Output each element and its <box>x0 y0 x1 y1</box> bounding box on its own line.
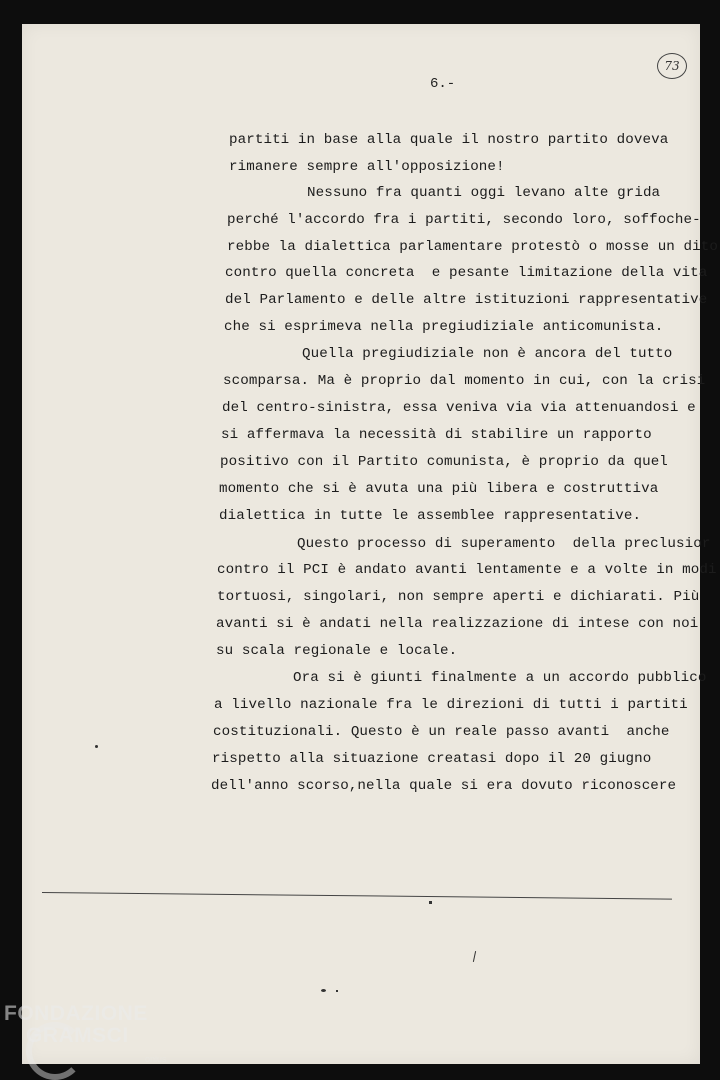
text-line: che si esprimeva nella pregiudiziale anticomunista. <box>224 319 664 335</box>
text-line: scomparsa. Ma è proprio dal momento in cui, con la crisi <box>223 373 706 389</box>
text-line: del Parlamento e delle altre istituzioni rappresentative <box>225 292 708 308</box>
ink-speck <box>321 989 326 992</box>
text-line: rimanere sempre all'opposizione! <box>229 159 505 175</box>
text-line: momento che si è avuta una più libera e costruttiva <box>219 481 659 497</box>
text-line: positivo con il Partito comunista, è proprio da quel <box>220 454 668 470</box>
text-line: partiti in base alla quale il nostro partito doveva <box>229 132 669 148</box>
ink-speck <box>429 901 432 904</box>
text-line: dell'anno scorso,nella quale si era dovuto riconoscere <box>211 778 677 794</box>
text-line: tortuosi, singolari, non sempre aperti e dichiarati. Più <box>217 589 700 605</box>
text-line: Nessuno fra quanti oggi levano alte grida <box>307 185 661 201</box>
archive-stamp-number: 73 <box>657 53 687 79</box>
text-line: dialettica in tutte le assemblee rappresentative. <box>219 508 642 524</box>
text-line: si affermava la necessità di stabilire un rapporto <box>221 427 652 443</box>
page-number: 6.- <box>430 76 456 92</box>
watermark-line2: GRAMSCI <box>26 1024 129 1047</box>
text-line: Quella pregiudiziale non è ancora del tutto <box>302 346 673 362</box>
text-line: a livello nazionale fra le direzioni di tutti i partiti <box>214 697 688 713</box>
text-line: costituzionali. Questo è un reale passo avanti anche <box>213 724 670 740</box>
ink-speck <box>336 990 338 992</box>
text-line: Ora si è giunti finalmente a un accordo pubblico <box>293 670 707 686</box>
text-line: contro il PCI è andato avanti lentamente e a volte in modi <box>217 562 717 578</box>
text-line: contro quella concreta e pesante limitazione della vita <box>225 265 708 281</box>
text-line: rebbe la dialettica parlamentare protestò o mosse un dito <box>227 239 718 255</box>
text-line: rispetto alla situazione creatasi dopo il 20 giugno <box>212 751 652 767</box>
text-line: avanti si è andati nella realizzazione di intese con noi <box>216 616 699 632</box>
ink-speck <box>95 745 98 748</box>
text-line: Questo processo di superamento della preclusior <box>297 536 711 552</box>
text-line: perché l'accordo fra i partiti, secondo loro, soffoche- <box>227 212 701 228</box>
watermark-logo <box>4 1002 148 1048</box>
text-line: del centro-sinistra, essa veniva via via attenuandosi e <box>222 400 696 416</box>
text-line: su scala regionale e locale. <box>216 643 458 659</box>
watermark-sub: onlus <box>145 1054 167 1064</box>
watermark-line1: FONDAZIONE <box>4 1002 148 1025</box>
